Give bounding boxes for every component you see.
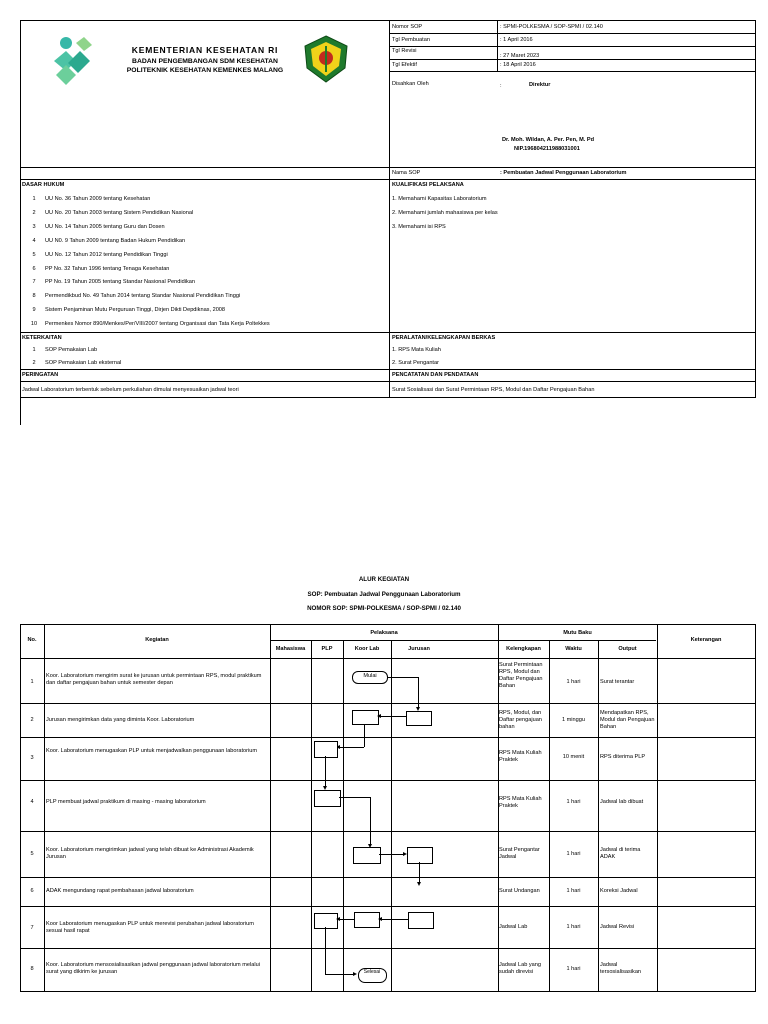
org-line-2: BADAN PENGEMBANGAN SDM KESEHATAN: [132, 58, 278, 65]
field-label-nomor-sop: Nomor SOP: [392, 24, 423, 30]
peringatan-text: Jadwal Laboratorium terbentuk sebelum perkuliahan dimulai menyesuaikan jadwal teori: [22, 387, 239, 393]
alur-title: ALUR KEGIATAN: [358, 576, 410, 583]
signer-name: Dr. Moh. Wildan, A. Per. Pen, M. Pd: [502, 137, 595, 143]
row-no: 4: [30, 799, 34, 805]
peringatan-title: PERINGATAN: [22, 372, 59, 378]
dasar-hukum-no: 5: [32, 252, 36, 258]
keterkaitan-item: SOP Pemakaian Lab: [45, 347, 98, 353]
row-output: Koreksi Jadwal: [600, 888, 638, 894]
field-label-tgl-revisi: Tgl Revisi: [392, 48, 417, 54]
row-kegiatan: Koor. Laboratorium menugaskan PLP untuk menjadwalkan penggunaan laboratorium: [46, 748, 258, 754]
nama-sop-value: : Pembuatan Jadwal Penggunaan Laboratorium: [500, 170, 627, 176]
dasar-hukum-item: Sistem Penjaminan Mutu Perguruan Tinggi, Dirjen Dikti Depdiknas, 2008: [45, 307, 226, 313]
row-waktu: 1 hari: [566, 851, 581, 857]
jurusan-process-5: [407, 847, 433, 864]
row-output: Jadwal tersosialisasikan: [600, 962, 642, 975]
dasar-hukum-no: 10: [30, 321, 38, 327]
pencatatan-text: Surat Sosialisasi dan Surat Permintaan RPS, Modul dan Daftar Pengajuan Bahan: [392, 387, 595, 393]
pencatatan-title: PENCATATAN DAN PENDATAAN: [392, 372, 479, 378]
dasar-hukum-item: UU No. 14 Tahun 2005 tentang Guru dan Dosen: [45, 224, 165, 230]
row-no: 1: [30, 679, 34, 685]
field-label-tgl-pembuatan: Tgl Pembuatan: [392, 37, 430, 43]
dasar-hukum-no: 9: [32, 307, 36, 313]
jurusan-process-7: [408, 912, 434, 929]
kualifikasi-item: 2. Memahami jumlah mahasiswa per kelas: [392, 210, 498, 216]
row-waktu: 1 hari: [566, 966, 581, 972]
end-label: Selesai: [363, 969, 381, 975]
row-kelengkapan: Surat Pengantar Jadwal: [499, 847, 540, 860]
koor-lab-process-2: [352, 710, 379, 725]
org-line-3: POLITEKNIK KESEHATAN KEMENKES MALANG: [126, 67, 284, 74]
plp-process-3: [314, 741, 338, 758]
col-header-jurusan: Jurusan: [408, 646, 430, 652]
jurusan-process-2: [406, 711, 432, 726]
field-value-tgl-efektif: : 18 April 2016: [500, 62, 536, 68]
col-header-kelengkapan: Kelengkapan: [506, 646, 541, 652]
nama-sop-label: Nama SOP: [392, 170, 421, 176]
peralatan-item: 2. Surat Pengantar: [392, 360, 439, 366]
row-waktu: 1 minggu: [561, 717, 585, 723]
field-value-tgl-pembuatan: : 1 April 2016: [500, 37, 533, 43]
dasar-hukum-no: 8: [32, 293, 36, 299]
field-value-nomor-sop: : SPMI-POLKESMA / SOP-SPMI / 02.140: [500, 24, 603, 30]
start-label: Mulai: [363, 673, 377, 679]
col-header-pelaksana: Pelaksana: [370, 630, 398, 636]
dasar-hukum-no: 6: [32, 266, 36, 272]
dasar-hukum-item: Permendikbud No. 49 Tahun 2014 tentang Standar Nasional Pendidikan Tinggi: [45, 293, 241, 299]
keterkaitan-item: SOP Pemakaian Lab eksternal: [45, 360, 122, 366]
dasar-hukum-item: PP No. 19 Tahun 2005 tentang Standar Nasional Pendidikan: [45, 279, 196, 285]
col-header-waktu: Waktu: [565, 646, 582, 652]
kualifikasi-item: 1. Memahami Kapasitas Laboratorium: [392, 196, 487, 202]
koor-lab-process-7: [354, 912, 380, 928]
dasar-hukum-title: DASAR HUKUM: [22, 182, 65, 188]
dasar-hukum-no: 3: [32, 224, 36, 230]
col-header-output: Output: [618, 646, 637, 652]
row-kelengkapan: Surat Permintaan RPS, Modul dan Daftar Pengajuan Bahan: [499, 662, 543, 689]
row-no: 2: [30, 717, 34, 723]
col-header-mahasiswa: Mahasiswa: [275, 646, 306, 652]
dasar-hukum-item: UU N0. 9 Tahun 2009 tentang Badan Hukum Pendidikan: [45, 238, 186, 244]
plp-process-4: [314, 790, 341, 807]
row-kegiatan: ADAK mengundang rapat pembahasan jadwal laboratorium: [46, 888, 194, 894]
peralatan-item: 1. RPS Mata Kuliah: [392, 347, 441, 353]
dasar-hukum-item: UU No. 20 Tahun 2003 tentang Sistem Pendidikan Nasional: [45, 210, 194, 216]
signer-nip: NIP.196804211988031001: [514, 146, 580, 152]
dasar-hukum-item: UU No. 36 Tahun 2009 tentang Kesehatan: [45, 196, 151, 202]
keterkaitan-no: 2: [32, 360, 36, 366]
row-waktu: 1 hari: [566, 679, 581, 685]
dasar-hukum-item: UU No. 12 Tahun 2012 tentang Pendidikan Tinggi: [45, 252, 168, 258]
dasar-hukum-item: PP No. 32 Tahun 1996 tentang Tenaga Kesehatan: [45, 266, 170, 272]
dasar-hukum-no: 4: [32, 238, 36, 244]
row-kegiatan: Koor Laboratorium menugaskan PLP untuk merevisi perubahan jadwal laboratorium sesuai hasil rapat: [46, 921, 254, 934]
row-kegiatan: Koor. Laboratorium mengirimkan jadwal yang telah dibuat ke Administrasi Akademik Jurusan: [46, 847, 254, 860]
keterkaitan-title: KETERKAITAN: [22, 335, 62, 341]
keterkaitan-no: 1: [32, 347, 36, 353]
plp-process-7: [314, 913, 338, 929]
org-line-1: KEMENTERIAN KESEHATAN RI: [131, 45, 279, 55]
field-value-tgl-revisi: : 27 Maret 2023: [500, 53, 540, 59]
row-output: Mendapatkan RPS, Modul dan Pengajuan Bahan: [600, 710, 655, 730]
col-header-kegiatan: Kegiatan: [145, 637, 169, 643]
row-kelengkapan: RPS, Modul, dan Daftar pengajuan bahan: [499, 710, 542, 730]
col-header-keterangan: Keterangan: [690, 637, 722, 643]
row-kegiatan: Jurusan mengirimkan data yang diminta Koor. Laboratorium: [46, 717, 195, 723]
row-kelengkapan: Jadwal Lab yang sudah direvisi: [499, 962, 541, 975]
row-kelengkapan: Surat Undangan: [499, 888, 540, 894]
row-kegiatan: Koor. Laboratorium mensosialisasikan jadwal penggunaan jadwal laboratorium melalui surat yang dikirim ke jurusan: [46, 962, 260, 975]
alur-sop-name: SOP: Pembuatan Jadwal Penggunaan Laboratorium: [307, 591, 461, 598]
field-label-tgl-efektif: Tgl Efektif: [392, 62, 417, 68]
peralatan-title: PERALATAN/KELENGKAPAN BERKAS: [392, 335, 496, 341]
row-no: 6: [30, 888, 34, 894]
col-header-plp: PLP: [321, 646, 333, 652]
kualifikasi-item: 3. Memahami isi RPS: [392, 224, 446, 230]
row-no: 8: [30, 966, 34, 972]
row-waktu: 10 menit: [562, 754, 585, 760]
direktur-title: Direktur: [529, 82, 551, 88]
koor-lab-process-5: [353, 847, 381, 864]
row-output: Jadwal Revisi: [600, 924, 635, 930]
row-kegiatan: PLP membuat jadwal praktikum di masing - masing laboratorium: [46, 799, 206, 805]
col-header-koor-lab: Koor Lab: [354, 646, 380, 652]
row-no: 5: [30, 851, 34, 857]
row-kelengkapan: Jadwal Lab: [499, 924, 528, 930]
kualifikasi-title: KUALIFIKASI PELAKSANA: [392, 182, 464, 188]
disahkan-label: Disahkan Oleh: [392, 81, 429, 87]
row-output: Surat terantar: [600, 679, 635, 685]
col-header-mutu-baku: Mutu Baku: [563, 630, 592, 636]
col-header-no: No.: [27, 637, 37, 643]
row-kelengkapan: RPS Mata Kuliah Praktek: [499, 796, 542, 809]
row-kelengkapan: RPS Mata Kuliah Praktek: [499, 750, 542, 763]
dasar-hukum-no: 2: [32, 210, 36, 216]
poltekkes-emblem: [301, 34, 351, 84]
dasar-hukum-no: 7: [32, 279, 36, 285]
row-waktu: 1 hari: [566, 888, 581, 894]
row-output: Jadwal lab dibuat: [600, 799, 644, 805]
row-no: 7: [30, 925, 34, 931]
row-waktu: 1 hari: [566, 924, 581, 930]
row-output: Jadwal di terima ADAK: [600, 847, 641, 860]
alur-sop-number: NOMOR SOP: SPMI-POLKESMA / SOP-SPMI / 02.140: [307, 605, 461, 612]
dasar-hukum-no: 1: [32, 196, 36, 202]
dasar-hukum-item: Permenkes Nomor 890/Menkes/Per/VIII/2007 tentang Organisasi dan Tata Kerja Poltekkes: [45, 321, 270, 327]
row-no: 3: [30, 755, 34, 761]
row-kegiatan: Koor. Laboratorium mengirim surat ke jurusan untuk permintaan RPS, modul praktikum dan daftar pengajuan bahan untuk semester depan: [46, 673, 262, 686]
disahkan-colon: :: [500, 83, 502, 89]
kemenkes-logo: [50, 33, 102, 89]
row-output: RPS diterima PLP: [600, 754, 646, 760]
row-waktu: 1 hari: [566, 799, 581, 805]
